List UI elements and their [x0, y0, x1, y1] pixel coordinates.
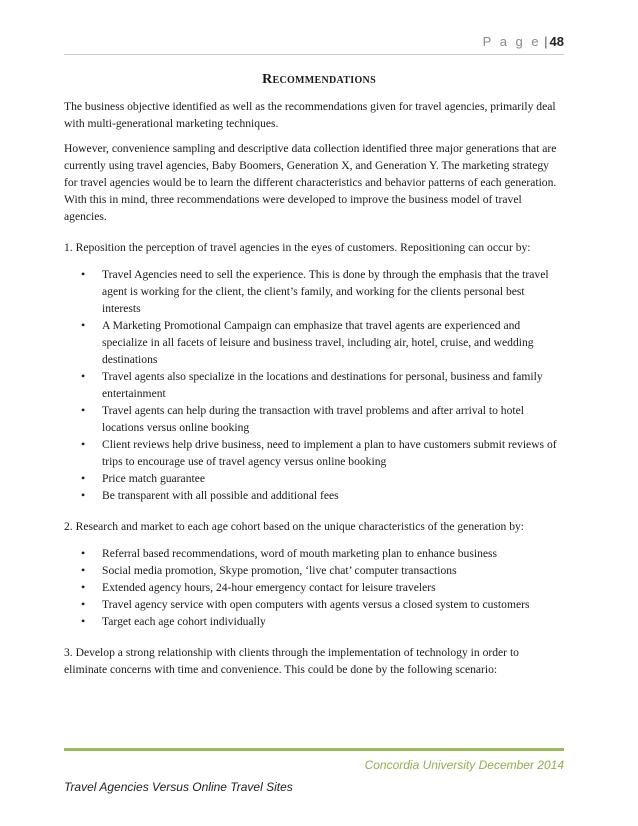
- section-title: Recommendations: [262, 72, 376, 87]
- list-item: • Travel agents can help during the transaction with travel problems and after arrival to hotel locations versus online booking: [64, 402, 564, 436]
- document-body: [64, 98, 564, 688]
- recommendation-2-list: [64, 545, 564, 630]
- list-item: • A Marketing Promotional Campaign can emphasize that travel agents are experienced and specialize in all facets of leisure and business travel, including air, hotel, cruise, and wedding destinations: [64, 317, 564, 368]
- paragraph: However, convenience sampling and descriptive data collection identified three major generations that are currently using travel agencies, Baby Boomers, Generation X, and Generation Y. The marketing strategy for travel agencies would be to learn the different characteristics and behavior patterns of each generation. With this in mind, three recommendations were developed to improve the business model of travel agencies.: [64, 142, 557, 223]
- list-item: • Be transparent with all possible and additional fees: [64, 487, 564, 504]
- page-separator: |: [544, 34, 548, 49]
- page-label: P a g e: [482, 34, 542, 49]
- recommendation-1-heading: 1. Reposition the perception of travel agencies in the eyes of customers. Repositioning can occur by:: [64, 241, 531, 254]
- footer-rule: [64, 748, 564, 751]
- list-item: • Client reviews help drive business, need to implement a plan to have customers submit reviews of trips to encourage use of travel agency versus online booking: [64, 436, 564, 470]
- list-item: • Price match guarantee: [64, 470, 564, 487]
- page-number: 48: [549, 34, 564, 49]
- list-item: • Travel agency service with open computers with agents versus a closed system to customers: [64, 596, 564, 613]
- page-header: [483, 34, 564, 49]
- list-item: • Social media promotion, Skype promotion, ‘live chat’ computer transactions: [64, 562, 564, 579]
- header-rule: [64, 54, 564, 55]
- list-item: • Travel Agencies need to sell the experience. This is done by through the emphasis that the travel agent is working for the client, the client’s family, and working for the clients personal best interests: [64, 266, 564, 317]
- recommendation-1-list: [64, 266, 564, 504]
- list-item: • Referral based recommendations, word of mouth marketing plan to enhance business: [64, 545, 564, 562]
- footer-document-title: Travel Agencies Versus Online Travel Sites: [64, 780, 293, 794]
- recommendation-2-heading: 2. Research and market to each age cohort based on the unique characteristics of the generation by:: [64, 520, 525, 533]
- list-item: • Target each age cohort individually: [64, 613, 564, 630]
- footer-institution-date: Concordia University December 2014: [364, 758, 564, 772]
- recommendation-3-paragraph: 3. Develop a strong relationship with clients through the implementation of technology in order to eliminate concerns with time and convenience. This could be done by the following scenario:: [64, 646, 519, 676]
- paragraph: The business objective identified as well as the recommendations given for travel agencies, primarily deal with multi-generational marketing techniques.: [64, 100, 556, 130]
- list-item: • Travel agents also specialize in the locations and destinations for personal, business and family entertainment: [64, 368, 564, 402]
- list-item: • Extended agency hours, 24-hour emergency contact for leisure travelers: [64, 579, 564, 596]
